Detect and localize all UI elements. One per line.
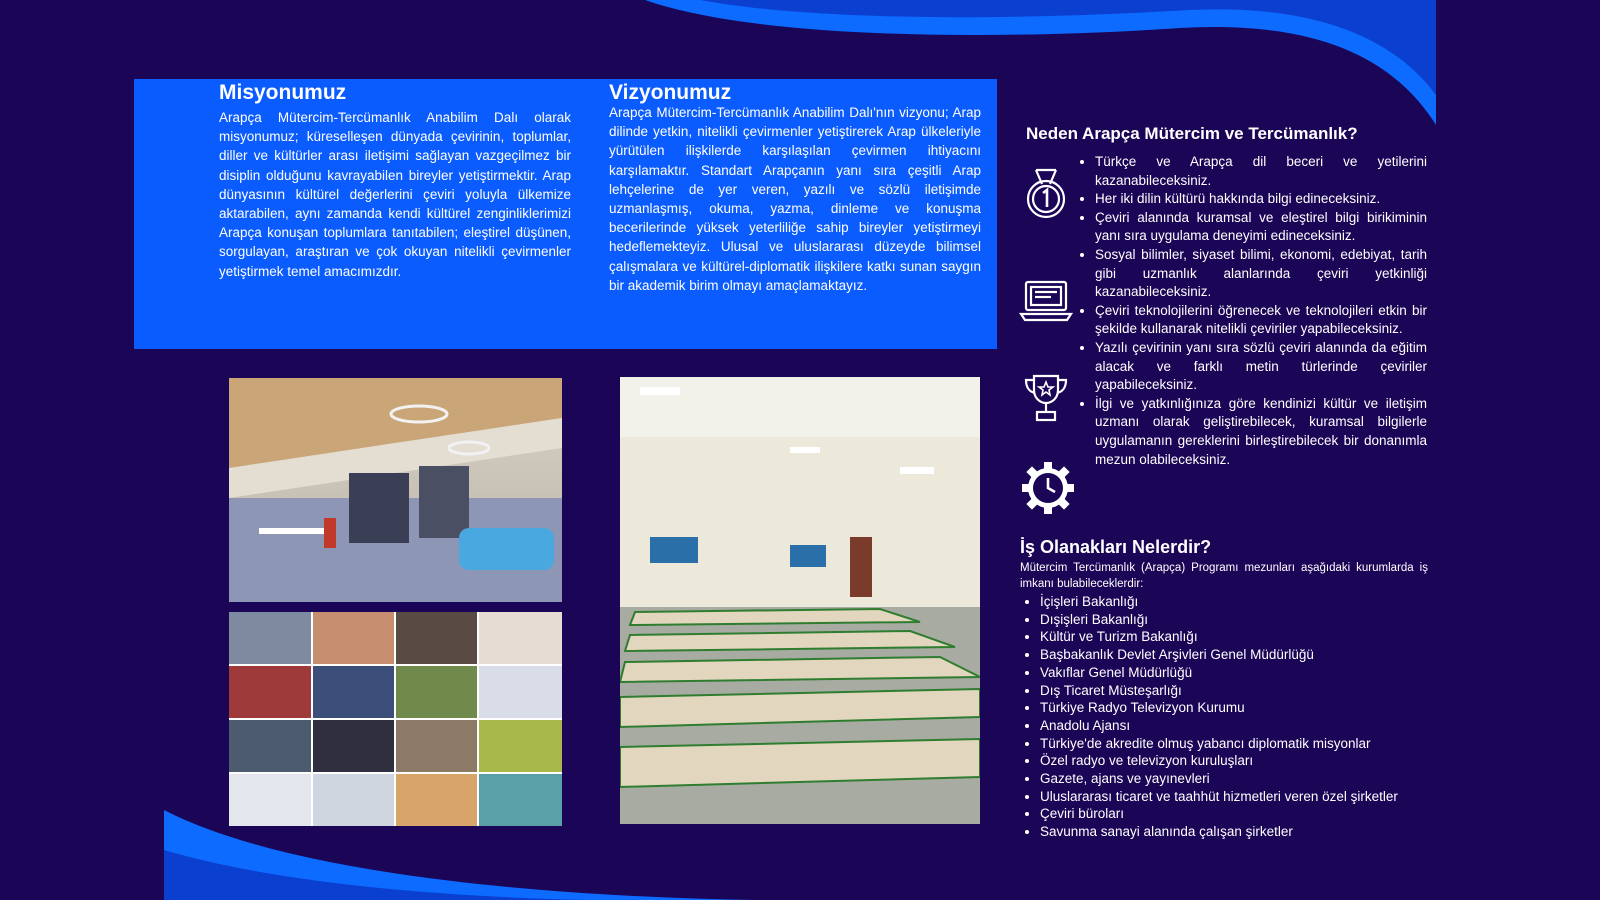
vision-text: Arapça Mütercim-Tercümanlık Anabilim Dalı'nın vizyonu; Arap dilinde yetkin, nitelikli çevirmenler yetiştirerek Arap ülkeleriyle yürütülen ilişkilerde karşılaşılan çevirmen ihtiyacını karşılamaktır. Standart Arapçanın yanı sıra çeşitli Arap lehçelerine de yer veren, yazılı ve sözlü iletişimde uzmanlaşmış, okuma, yazma, dinleme ve konuşma becerilerinde yüksek yeterliliğe sahip bireyler yetiştirmeyi hedeflemekteyiz. Ulusal ve uluslararası düzeyde bilimsel çalışmalara ve kültürel-diplomatik ilişkilere katkı sunan saygın bir akademik birim olmayı amaçlamaktayız.: [609, 105, 981, 293]
interpreting-lab-photo: [620, 377, 980, 824]
job-item: • Savunma sanayi alanında çalışan şirketler: [1040, 823, 1444, 841]
why-item: • Sosyal bilimler, siyaset bilimi, ekonomi, edebiyat, tarih gibi uzmanlık alanlarında çeviri yetkinliği kazanabileceksiniz.: [1095, 246, 1427, 302]
job-item: • Uluslararası ticaret ve taahhüt hizmetleri veren özel şirketler: [1040, 788, 1444, 806]
job-item: • Başbakanlık Devlet Arşivleri Genel Müdürlüğü: [1040, 646, 1444, 664]
mission-title: Misyonumuz: [219, 81, 347, 104]
job-item: • Anadolu Ajansı: [1040, 717, 1444, 735]
job-item: • İçişleri Bakanlığı: [1040, 593, 1444, 611]
library-photo: [229, 378, 562, 602]
why-item: • Her iki dilin kültürü hakkında bilgi edineceksiniz.: [1095, 190, 1427, 209]
medal-icon: [1018, 166, 1074, 222]
job-item: • Özel radyo ve televizyon kuruluşları: [1040, 752, 1444, 770]
why-item: • İlgi ve yatkınlığınıza göre kendinizi kültür ve iletişim uzmanı olarak geliştirebilecek, kuramsal bilgilerle uygulamanın gereklerini birleştirebilecek bir donanımla mezun olabileceksiniz.: [1095, 395, 1427, 469]
trophy-icon: [1018, 370, 1074, 426]
job-item: • Gazete, ajans ve yayınevleri: [1040, 770, 1444, 788]
job-item: • Dış Ticaret Müsteşarlığı: [1040, 682, 1444, 700]
why-item: • Türkçe ve Arapça dil beceri ve yetilerini kazanabileceksiniz.: [1095, 153, 1427, 190]
jobs-intro: Mütercim Tercümanlık (Arapça) Programı mezunları aşağıdaki kurumlarda iş imkanı bulabileceklerdir:: [1020, 562, 1428, 590]
mission-text: Arapça Mütercim-Tercümanlık Anabilim Dalı olarak misyonumuz; küreselleşen dünyada çevirinin, toplumlar, diller ve kültürler arası iletişimi sağlayan vazgeçilmez bir disiplin olduğunu kavrayabilen bireyler yetiştirmektir. Arap dünyasının kültürel değerlerini çeviri yoluyla ülkemize aktarabilen, aynı zamanda kendi kültürel zenginliklerimizi Arapça konuşan toplumlara tanıtabilen; eleştirel düşünen, sorgulayan, araştıran ve çok okuyan nitelikli çevirmenler yetiştirmek temel amacımızdır.: [219, 110, 571, 279]
job-item: • Türkiye Radyo Televizyon Kurumu: [1040, 699, 1444, 717]
job-item: • Kültür ve Turizm Bakanlığı: [1040, 628, 1444, 646]
collage-photo: [229, 612, 562, 826]
job-item: • Dışişleri Bakanlığı: [1040, 611, 1444, 629]
laptop-icon: [1018, 274, 1074, 330]
clock-gear-icon: [1020, 460, 1076, 516]
why-item: • Çeviri teknolojilerini öğrenecek ve teknolojileri etkin bir şekilde kullanarak nitelikli çeviriler yapabileceksiniz.: [1095, 302, 1427, 339]
why-item: • Yazılı çevirinin yanı sıra sözlü çeviri alanında da eğitim alacak ve farklı metin türlerinde çeviriler yapabileceksiniz.: [1095, 339, 1427, 395]
job-item: • Vakıflar Genel Müdürlüğü: [1040, 664, 1444, 682]
jobs-list: [1024, 593, 1444, 841]
vision-title: Vizyonumuz: [609, 81, 732, 104]
jobs-title: İş Olanakları Nelerdir?: [1020, 537, 1212, 557]
job-item: • Türkiye'de akredite olmuş yabancı diplomatik misyonlar: [1040, 735, 1444, 753]
why-list: [1079, 153, 1427, 469]
why-title: Neden Arapça Mütercim ve Tercümanlık?: [1026, 124, 1358, 143]
job-item: • Çeviri büroları: [1040, 805, 1444, 823]
why-item: • Çeviri alanında kuramsal ve eleştirel bilgi birikiminin yanı sıra uygulama deneyimi edineceksiniz.: [1095, 209, 1427, 246]
